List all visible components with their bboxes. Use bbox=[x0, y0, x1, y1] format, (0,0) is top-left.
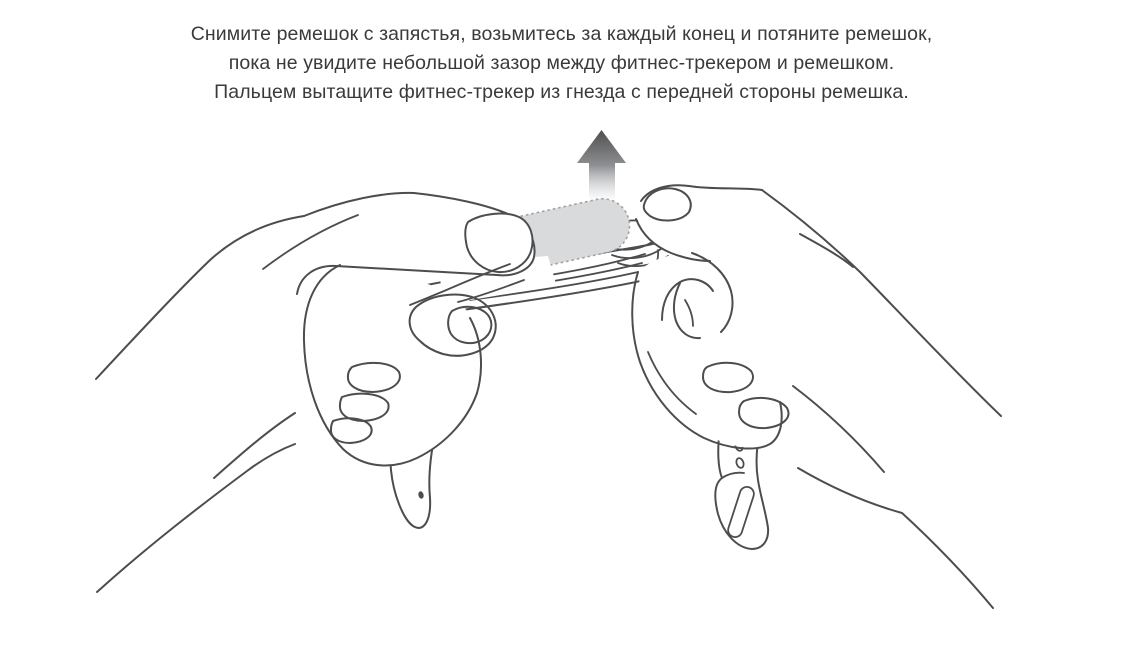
instruction-line-3: Пальцем вытащите фитнес-трекер из гнезда с передней стороны ремешка. bbox=[214, 81, 909, 103]
instruction-line-1: Снимите ремешок с запястья, возьмитесь за каждый конец и потяните ремешок, bbox=[190, 23, 933, 45]
up-arrow-icon bbox=[577, 130, 626, 199]
right-hand bbox=[632, 185, 1001, 608]
instruction-line-2: пока не увидите небольшой зазор между фитнес-трекером и ремешком. bbox=[228, 52, 895, 74]
left-hand bbox=[96, 193, 556, 592]
